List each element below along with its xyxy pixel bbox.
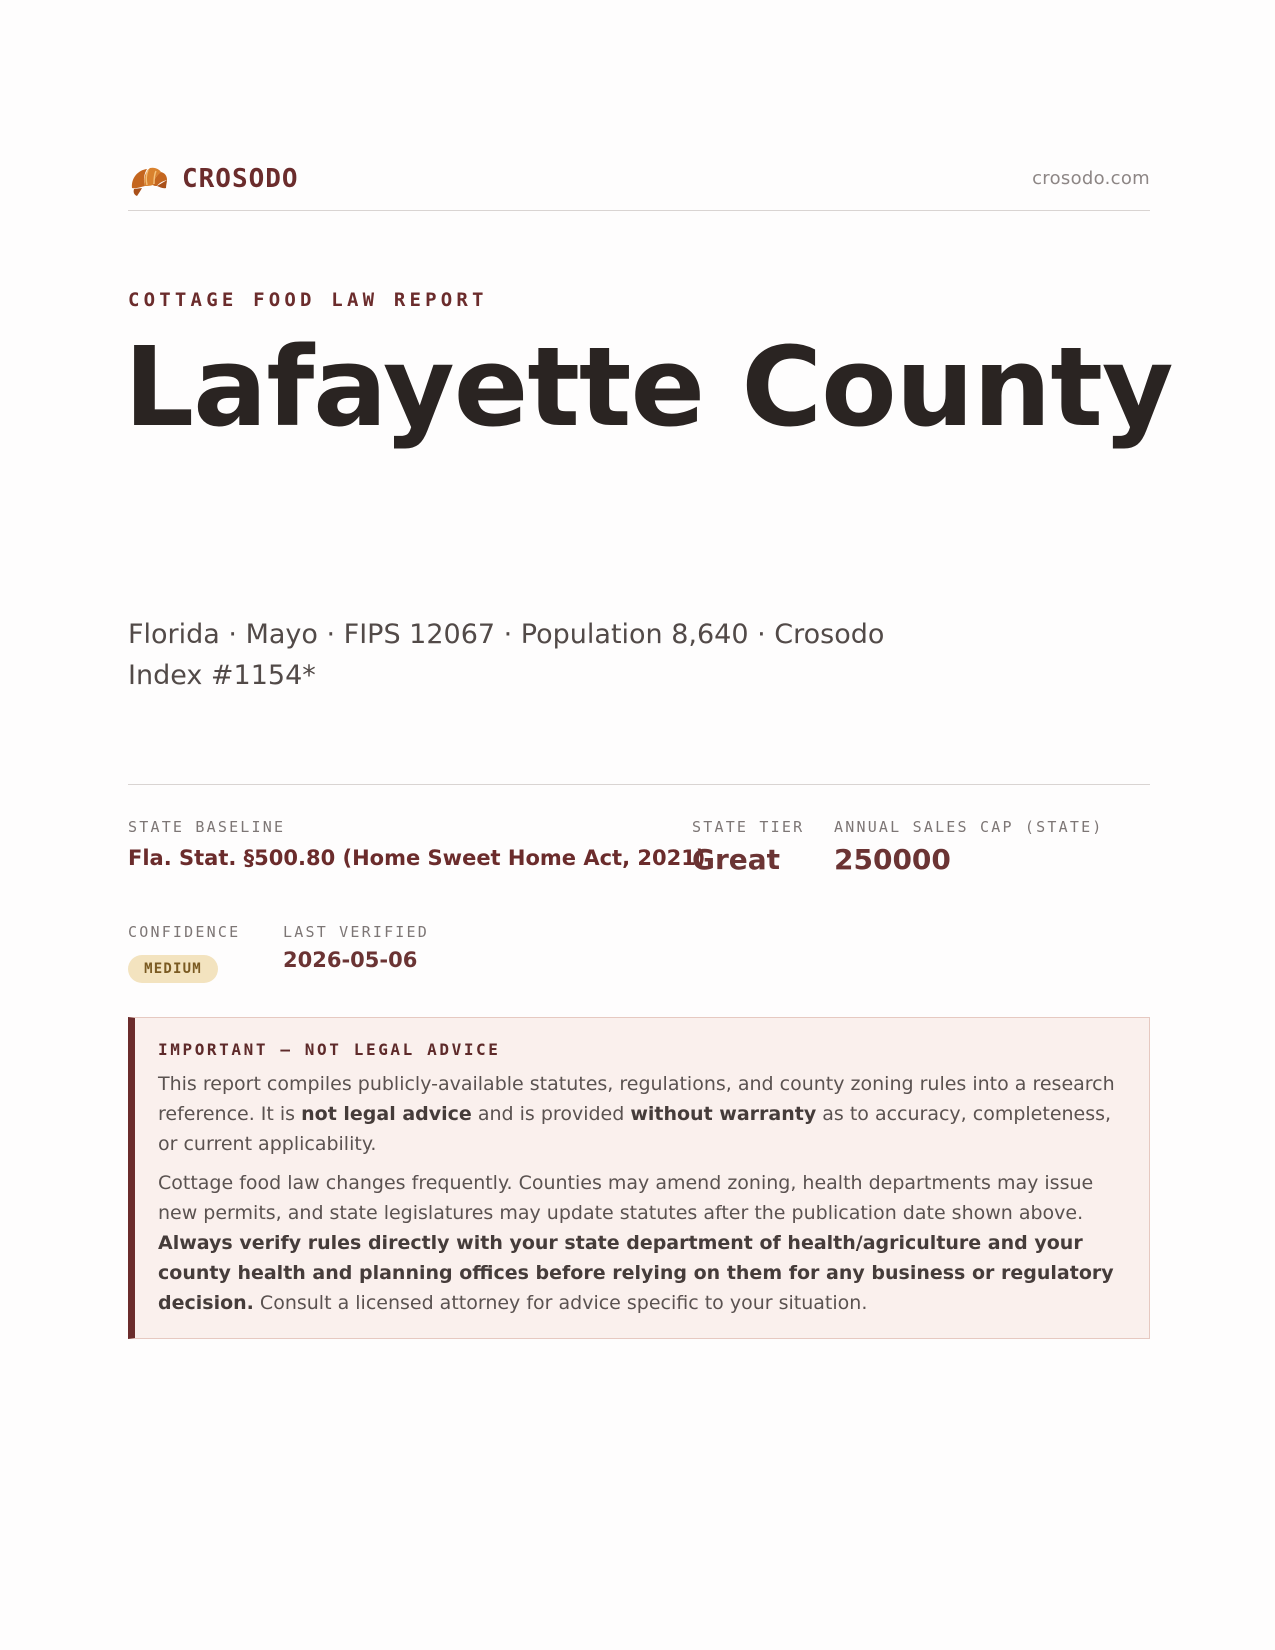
notice-emphasis: not legal advice — [301, 1103, 472, 1125]
notice-text: This report compiles publicly-available statutes, regulations, and county zoning rules into a research reference. It is — [158, 1073, 1115, 1125]
state-tier-value: Great — [692, 843, 781, 876]
notice-paragraph-1 — [158, 1069, 1125, 1159]
confidence-badge: MEDIUM — [128, 955, 218, 983]
legal-notice — [128, 1017, 1150, 1339]
notice-paragraph-2 — [158, 1168, 1125, 1318]
notice-emphasis: Always verify rules directly with your state department of health/agriculture and your county health and planning offices before relying on them for any business or regulatory decision. — [158, 1232, 1114, 1314]
croissant-icon — [128, 158, 170, 200]
last-verified-value: 2026-05-06 — [283, 948, 418, 972]
state-baseline-label: STATE BASELINE — [128, 818, 286, 836]
state-baseline-value: Fla. Stat. §500.80 (Home Sweet Home Act, 2021) — [128, 846, 706, 870]
sales-cap-label: ANNUAL SALES CAP (STATE) — [834, 818, 1104, 836]
county-subline: Florida · Mayo · FIPS 12067 · Population 8,640 · Crosodo Index #1154* — [128, 619, 885, 691]
last-verified-label: LAST VERIFIED — [283, 923, 429, 941]
confidence-label: CONFIDENCE — [128, 923, 241, 941]
notice-text: as to accuracy, completeness, or current applicability. — [158, 1103, 1112, 1155]
page-title: Lafayette County — [124, 323, 1173, 451]
site-url-link[interactable]: crosodo.com — [1032, 168, 1150, 189]
brand[interactable] — [128, 158, 299, 200]
report-eyebrow: COTTAGE FOOD LAW REPORT — [128, 289, 488, 311]
brand-name: CROSODO — [182, 164, 299, 194]
state-tier-label: STATE TIER — [692, 818, 805, 836]
notice-text: Consult a licensed attorney for advice specific to your situation. — [253, 1292, 868, 1314]
notice-emphasis: without warranty — [630, 1103, 817, 1125]
notice-text: Cottage food law changes frequently. Counties may amend zoning, health departments may issue new permits, and state legislatures may update statutes after the publication date shown above. — [158, 1172, 1094, 1224]
notice-title: IMPORTANT — NOT LEGAL ADVICE — [158, 1040, 501, 1059]
page-header — [128, 158, 1150, 211]
notice-text: and is provided — [471, 1103, 631, 1125]
divider — [128, 784, 1150, 785]
sales-cap-value: 250000 — [834, 843, 951, 876]
